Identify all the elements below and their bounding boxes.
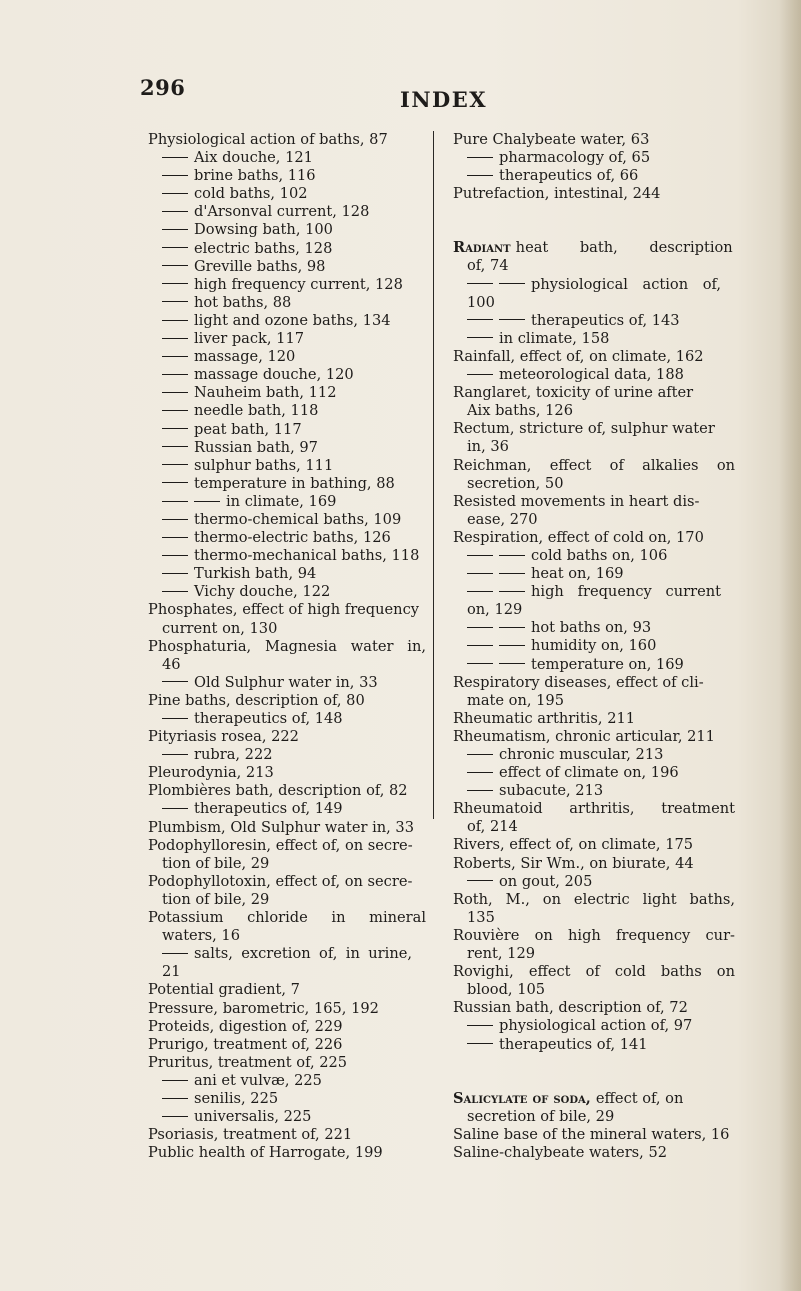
index-subentry — [453, 1017, 735, 1035]
section-lead-word: Radiant — [453, 239, 516, 257]
entry-text: secretion of bile, 29 — [467, 1107, 615, 1125]
ditto-dash — [162, 157, 188, 158]
index-subentry — [148, 421, 426, 439]
index-entry-continuation — [453, 909, 735, 927]
entry-text: in climate, 158 — [499, 329, 610, 347]
entry-text: Vichy douche, 122 — [194, 583, 331, 601]
index-entry — [148, 1018, 426, 1036]
ditto-dash — [499, 555, 525, 556]
ditto-dash — [162, 392, 188, 393]
entry-text: thermo-mechanical baths, 118 — [194, 547, 420, 565]
entry-text: Potassium chloride in mineral — [148, 909, 426, 927]
entry-text: effect of, on — [595, 1089, 684, 1107]
entry-text: liver pack, 117 — [194, 330, 305, 348]
index-entry — [148, 1144, 426, 1162]
ditto-dash — [467, 555, 493, 556]
ditto-dash — [467, 663, 493, 664]
index-subentry — [148, 167, 426, 185]
entry-text: Russian bath, description of, 72 — [453, 999, 688, 1017]
page-number: 296 — [140, 75, 186, 100]
index-subentry — [148, 800, 426, 818]
index-subentry — [148, 258, 426, 276]
ditto-dash — [162, 573, 188, 574]
entry-text: rent, 129 — [467, 945, 536, 963]
ditto-dash — [162, 1098, 188, 1099]
index-subentry — [148, 348, 426, 366]
entry-text: therapeutics of, 143 — [531, 311, 680, 329]
entry-text: rubra, 222 — [194, 746, 273, 764]
entry-text: Psoriasis, treatment of, 221 — [148, 1126, 353, 1144]
ditto-dash — [162, 482, 188, 483]
index-subentry — [148, 203, 426, 221]
index-entry — [148, 1000, 426, 1018]
entry-text: 135 — [467, 908, 495, 926]
index-entry-continuation — [453, 438, 735, 456]
index-subentry — [453, 276, 735, 294]
index-subentry — [453, 330, 735, 348]
index-subentry — [453, 764, 735, 782]
entry-text: physiological action of, — [531, 275, 721, 293]
index-subentry — [148, 185, 426, 203]
entry-text: Dowsing bath, 100 — [194, 221, 333, 239]
entry-text: massage douche, 120 — [194, 366, 354, 384]
ditto-dash — [162, 338, 188, 339]
entry-text: Respiratory diseases, effect of cli- — [453, 673, 704, 691]
page-spine-shadow — [779, 0, 801, 1291]
entry-text: Pleurodynia, 213 — [148, 764, 274, 782]
entry-text: Plombières bath, description of, 82 — [148, 782, 408, 800]
index-entry — [148, 782, 426, 800]
ditto-dash — [467, 573, 493, 574]
index-subentry — [453, 873, 735, 891]
entry-text: senilis, 225 — [194, 1089, 279, 1107]
entry-text: Plumbism, Old Sulphur water in, 33 — [148, 818, 414, 836]
index-subentry — [148, 1090, 426, 1108]
entry-text: Saline-chalybeate waters, 52 — [453, 1143, 668, 1161]
ditto-dash — [467, 591, 493, 592]
index-entry — [453, 728, 735, 746]
entry-text: Podophylloresin, effect of, on secre- — [148, 836, 413, 854]
ditto-dash — [499, 663, 525, 664]
index-entry-continuation — [453, 818, 735, 836]
index-entry-continuation — [148, 891, 426, 909]
ditto-dash — [499, 319, 525, 320]
entry-text: Rectum, stricture of, sulphur water — [453, 420, 715, 438]
ditto-dash — [467, 337, 493, 338]
entry-text: waters, 16 — [162, 927, 241, 945]
index-subentry — [453, 746, 735, 764]
index-subentry — [453, 619, 735, 637]
entry-text: Rainfall, effect of, on climate, 162 — [453, 347, 704, 365]
entry-text: Rouvière on high frequency cur- — [453, 926, 735, 944]
entry-text: in climate, 169 — [226, 492, 337, 510]
index-entry — [148, 1054, 426, 1072]
ditto-dash — [162, 537, 188, 538]
ditto-dash — [162, 283, 188, 284]
index-entry-continuation — [453, 475, 735, 493]
ditto-dash — [162, 229, 188, 230]
index-entry — [453, 348, 735, 366]
index-entry — [148, 1126, 426, 1144]
entry-text: Aix baths, 126 — [467, 402, 574, 420]
index-entry — [453, 420, 735, 438]
index-entry — [453, 999, 735, 1017]
entry-text: Resisted movements in heart dis- — [453, 492, 700, 510]
entry-text: Pityriasis rosea, 222 — [148, 728, 299, 746]
entry-text: ease, 270 — [467, 510, 538, 528]
entry-text: massage, 120 — [194, 348, 296, 366]
entry-text: physiological action of, 97 — [499, 1017, 693, 1035]
entry-text: Saline base of the mineral waters, 16 — [453, 1125, 730, 1143]
section-gap — [453, 1054, 735, 1090]
ditto-dash — [162, 320, 188, 321]
index-entry — [453, 674, 735, 692]
index-entry — [148, 837, 426, 855]
entry-text: pharmacology of, 65 — [499, 149, 651, 167]
entry-text: Old Sulphur water in, 33 — [194, 673, 378, 691]
entry-text: therapeutics of, 141 — [499, 1035, 648, 1053]
section-lead-word: Salicylate of soda, — [453, 1089, 596, 1107]
entry-text: cold baths, 102 — [194, 185, 308, 203]
ditto-dash — [162, 1116, 188, 1117]
ditto-dash — [467, 157, 493, 158]
index-entry — [453, 1090, 735, 1108]
entry-text: of, 214 — [467, 818, 518, 836]
index-subentry — [148, 240, 426, 258]
entry-text: mate on, 195 — [467, 691, 564, 709]
ditto-dash — [162, 1080, 188, 1081]
entry-text: Ranglaret, toxicity of urine after — [453, 384, 694, 402]
index-entry — [148, 819, 426, 837]
entry-text: 100 — [467, 293, 495, 311]
entry-text: Greville baths, 98 — [194, 257, 326, 275]
entry-text: Rheumatic arthritis, 211 — [453, 709, 636, 727]
ditto-dash — [162, 247, 188, 248]
entry-text: subacute, 213 — [499, 782, 604, 800]
ditto-dash — [162, 808, 188, 809]
index-subentry — [148, 583, 426, 601]
entry-text: humidity on, 160 — [531, 637, 657, 655]
entry-text: peat bath, 117 — [194, 420, 302, 438]
index-entry — [453, 927, 735, 945]
index-subentry — [453, 167, 735, 185]
entry-text: ani et vulvæ, 225 — [194, 1071, 322, 1089]
entry-text: 46 — [162, 655, 181, 673]
entry-text: Nauheim bath, 112 — [194, 384, 337, 402]
index-subentry — [453, 656, 735, 674]
index-entry — [453, 493, 735, 511]
entry-text: Phosphates, effect of high frequency — [148, 601, 420, 619]
entry-text: hot baths, 88 — [194, 293, 292, 311]
entry-text: Roberts, Sir Wm., on biurate, 44 — [453, 854, 694, 872]
column-divider — [433, 131, 434, 819]
entry-text: on, 129 — [467, 601, 523, 619]
entry-text: Pruritus, treatment of, 225 — [148, 1053, 348, 1071]
index-entry — [453, 963, 735, 981]
entry-text: of, 74 — [467, 257, 509, 275]
index-entry-continuation — [453, 257, 735, 275]
index-entry-continuation — [453, 692, 735, 710]
entry-text: Pressure, barometric, 165, 192 — [148, 999, 379, 1017]
ditto-dash — [194, 501, 220, 502]
entry-text: brine baths, 116 — [194, 167, 316, 185]
index-entry — [453, 1144, 735, 1162]
index-subentry — [148, 475, 426, 493]
entry-text: Phosphaturia, Magnesia water in, — [148, 637, 426, 655]
entry-text: therapeutics of, 148 — [194, 710, 343, 727]
entry-text: therapeutics of, 66 — [499, 167, 639, 185]
index-subentry — [148, 746, 426, 764]
ditto-dash — [499, 283, 525, 284]
entry-text: electric baths, 128 — [194, 239, 333, 257]
ditto-dash — [162, 681, 188, 682]
entry-text: Public health of Harrogate, 199 — [148, 1144, 383, 1162]
index-entry-continuation — [148, 963, 426, 981]
entry-text: heat bath, description — [515, 239, 733, 257]
index-subentry — [148, 493, 426, 511]
index-entry-continuation — [148, 927, 426, 945]
entry-text: effect of climate on, 196 — [499, 764, 679, 782]
entry-text: Proteids, digestion of, 229 — [148, 1017, 343, 1035]
entry-text: secretion, 50 — [467, 474, 564, 492]
index-entry-continuation — [148, 620, 426, 638]
ditto-dash — [162, 410, 188, 411]
ditto-dash — [162, 464, 188, 465]
index-subentry — [148, 529, 426, 547]
index-subentry — [453, 149, 735, 167]
entry-text: Rheumatism, chronic articular, 211 — [453, 727, 715, 745]
index-entry — [453, 529, 735, 547]
ditto-dash — [162, 211, 188, 212]
index-entry — [148, 728, 426, 746]
index-entry-continuation — [148, 656, 426, 674]
ditto-dash — [499, 645, 525, 646]
section-gap — [453, 203, 735, 239]
ditto-dash — [162, 265, 188, 266]
entry-text: Reichman, effect of alkalies on — [453, 456, 735, 474]
entry-text: light and ozone baths, 134 — [194, 311, 391, 329]
entry-text: heat on, 169 — [531, 565, 624, 583]
entry-text: Pine baths, description of, 80 — [148, 691, 365, 709]
entry-text: Prurigo, treatment of, 226 — [148, 1035, 343, 1053]
entry-text: temperature in bathing, 88 — [194, 474, 395, 492]
entry-text: tion of bile, 29 — [162, 890, 270, 908]
index-subentry — [148, 221, 426, 239]
entry-text: Aix douche, 121 — [194, 149, 313, 167]
index-subentry — [453, 583, 735, 601]
ditto-dash — [467, 1043, 493, 1044]
index-subentry — [148, 674, 426, 692]
ditto-dash — [162, 428, 188, 429]
index-column-right — [453, 131, 735, 1162]
index-entry — [148, 909, 426, 927]
index-column-left — [148, 131, 426, 1162]
index-subentry — [148, 457, 426, 475]
entry-text: universalis, 225 — [194, 1108, 312, 1126]
index-subentry — [148, 366, 426, 384]
index-entry-continuation — [453, 294, 735, 312]
ditto-dash — [467, 627, 493, 628]
ditto-dash — [162, 193, 188, 194]
ditto-dash — [499, 591, 525, 592]
index-entry — [148, 1036, 426, 1054]
entry-text: thermo-electric baths, 126 — [194, 529, 391, 547]
index-subentry — [148, 1072, 426, 1090]
index-subentry — [148, 547, 426, 565]
index-entry-continuation — [453, 402, 735, 420]
index-entry — [453, 384, 735, 402]
index-subentry — [148, 312, 426, 330]
ditto-dash — [162, 501, 188, 502]
ditto-dash — [499, 627, 525, 628]
entry-text: cold baths on, 106 — [531, 546, 668, 564]
entry-text: Pure Chalybeate water, 63 — [453, 131, 650, 148]
ditto-dash — [467, 283, 493, 284]
index-subentry — [148, 294, 426, 312]
entry-text: therapeutics of, 149 — [194, 800, 343, 818]
entry-text: high frequency current, 128 — [194, 275, 403, 293]
ditto-dash — [162, 356, 188, 357]
page-title: INDEX — [400, 87, 488, 112]
ditto-dash — [162, 718, 188, 719]
ditto-dash — [467, 772, 493, 773]
index-entry — [453, 855, 735, 873]
index-entry-continuation — [453, 1108, 735, 1126]
index-subentry — [148, 149, 426, 167]
index-subentry — [453, 565, 735, 583]
ditto-dash — [162, 555, 188, 556]
ditto-dash — [467, 645, 493, 646]
entry-text: hot baths on, 93 — [531, 619, 652, 637]
ditto-dash — [467, 790, 493, 791]
entry-text: current on, 130 — [162, 619, 278, 637]
entry-text: 21 — [162, 963, 181, 981]
ditto-dash — [162, 754, 188, 755]
entry-text: Roth, M., on electric light baths, — [453, 890, 735, 908]
index-subentry — [148, 384, 426, 402]
index-entry — [148, 873, 426, 891]
ditto-dash — [162, 519, 188, 520]
ditto-dash — [467, 319, 493, 320]
index-subentry — [148, 511, 426, 529]
ditto-dash — [499, 573, 525, 574]
ditto-dash — [467, 175, 493, 176]
index-subentry — [453, 637, 735, 655]
entry-text: meteorological data, 188 — [499, 366, 684, 384]
index-entry — [148, 131, 426, 149]
entry-text: Respiration, effect of cold on, 170 — [453, 528, 704, 546]
entry-text: Russian bath, 97 — [194, 438, 318, 456]
ditto-dash — [162, 953, 188, 954]
index-entry-continuation — [453, 601, 735, 619]
entry-text: sulphur baths, 111 — [194, 456, 334, 474]
index-entry-continuation — [453, 981, 735, 999]
entry-text: Rovighi, effect of cold baths on — [453, 963, 735, 981]
ditto-dash — [467, 880, 493, 881]
index-entry — [148, 692, 426, 710]
index-entry — [148, 981, 426, 999]
entry-text: tion of bile, 29 — [162, 854, 270, 872]
index-subentry — [148, 402, 426, 420]
index-subentry — [453, 366, 735, 384]
index-subentry — [148, 710, 426, 728]
index-entry — [453, 836, 735, 854]
index-entry — [453, 457, 735, 475]
entry-text: Podophyllotoxin, effect of, on secre- — [148, 872, 413, 890]
ditto-dash — [162, 175, 188, 176]
entry-text: high frequency current — [531, 583, 721, 601]
entry-text: temperature on, 169 — [531, 655, 684, 673]
index-subentry — [148, 330, 426, 348]
index-subentry — [453, 782, 735, 800]
entry-text: thermo-chemical baths, 109 — [194, 510, 402, 528]
ditto-dash — [162, 446, 188, 447]
ditto-dash — [467, 374, 493, 375]
entry-text: Rheumatoid arthritis, treatment — [453, 800, 735, 818]
entry-text: Rivers, effect of, on climate, 175 — [453, 836, 694, 854]
index-entry — [453, 800, 735, 818]
entry-text: Turkish bath, 94 — [194, 565, 317, 583]
entry-text: salts, excretion of, in urine, — [194, 945, 412, 963]
index-entry — [148, 764, 426, 782]
index-entry — [148, 601, 426, 619]
entry-text: d'Arsonval current, 128 — [194, 203, 370, 221]
entry-text: in, 36 — [467, 438, 509, 456]
ditto-dash — [467, 754, 493, 755]
index-subentry — [453, 1036, 735, 1054]
index-subentry — [148, 439, 426, 457]
index-subentry — [148, 1108, 426, 1126]
entry-text: Potential gradient, 7 — [148, 981, 300, 999]
index-entry — [453, 131, 735, 149]
index-entry — [453, 185, 735, 203]
ditto-dash — [162, 591, 188, 592]
index-entry — [453, 239, 735, 257]
index-entry — [148, 638, 426, 656]
entry-text: blood, 105 — [467, 981, 546, 999]
index-entry-continuation — [453, 945, 735, 963]
index-subentry — [148, 945, 426, 963]
index-subentry — [453, 547, 735, 565]
ditto-dash — [162, 374, 188, 375]
index-entry-continuation — [148, 855, 426, 873]
ditto-dash — [467, 1025, 493, 1026]
entry-text: Physiological action of baths, 87 — [148, 131, 388, 148]
index-subentry — [148, 565, 426, 583]
index-entry — [453, 891, 735, 909]
entry-text: needle bath, 118 — [194, 402, 319, 420]
index-subentry — [148, 276, 426, 294]
entry-text: on gout, 205 — [499, 872, 593, 890]
index-entry-continuation — [453, 511, 735, 529]
index-entry — [453, 710, 735, 728]
ditto-dash — [162, 301, 188, 302]
index-entry — [453, 1126, 735, 1144]
index-subentry — [453, 312, 735, 330]
entry-text: Putrefaction, intestinal, 244 — [453, 185, 661, 203]
entry-text: chronic muscular, 213 — [499, 746, 664, 763]
